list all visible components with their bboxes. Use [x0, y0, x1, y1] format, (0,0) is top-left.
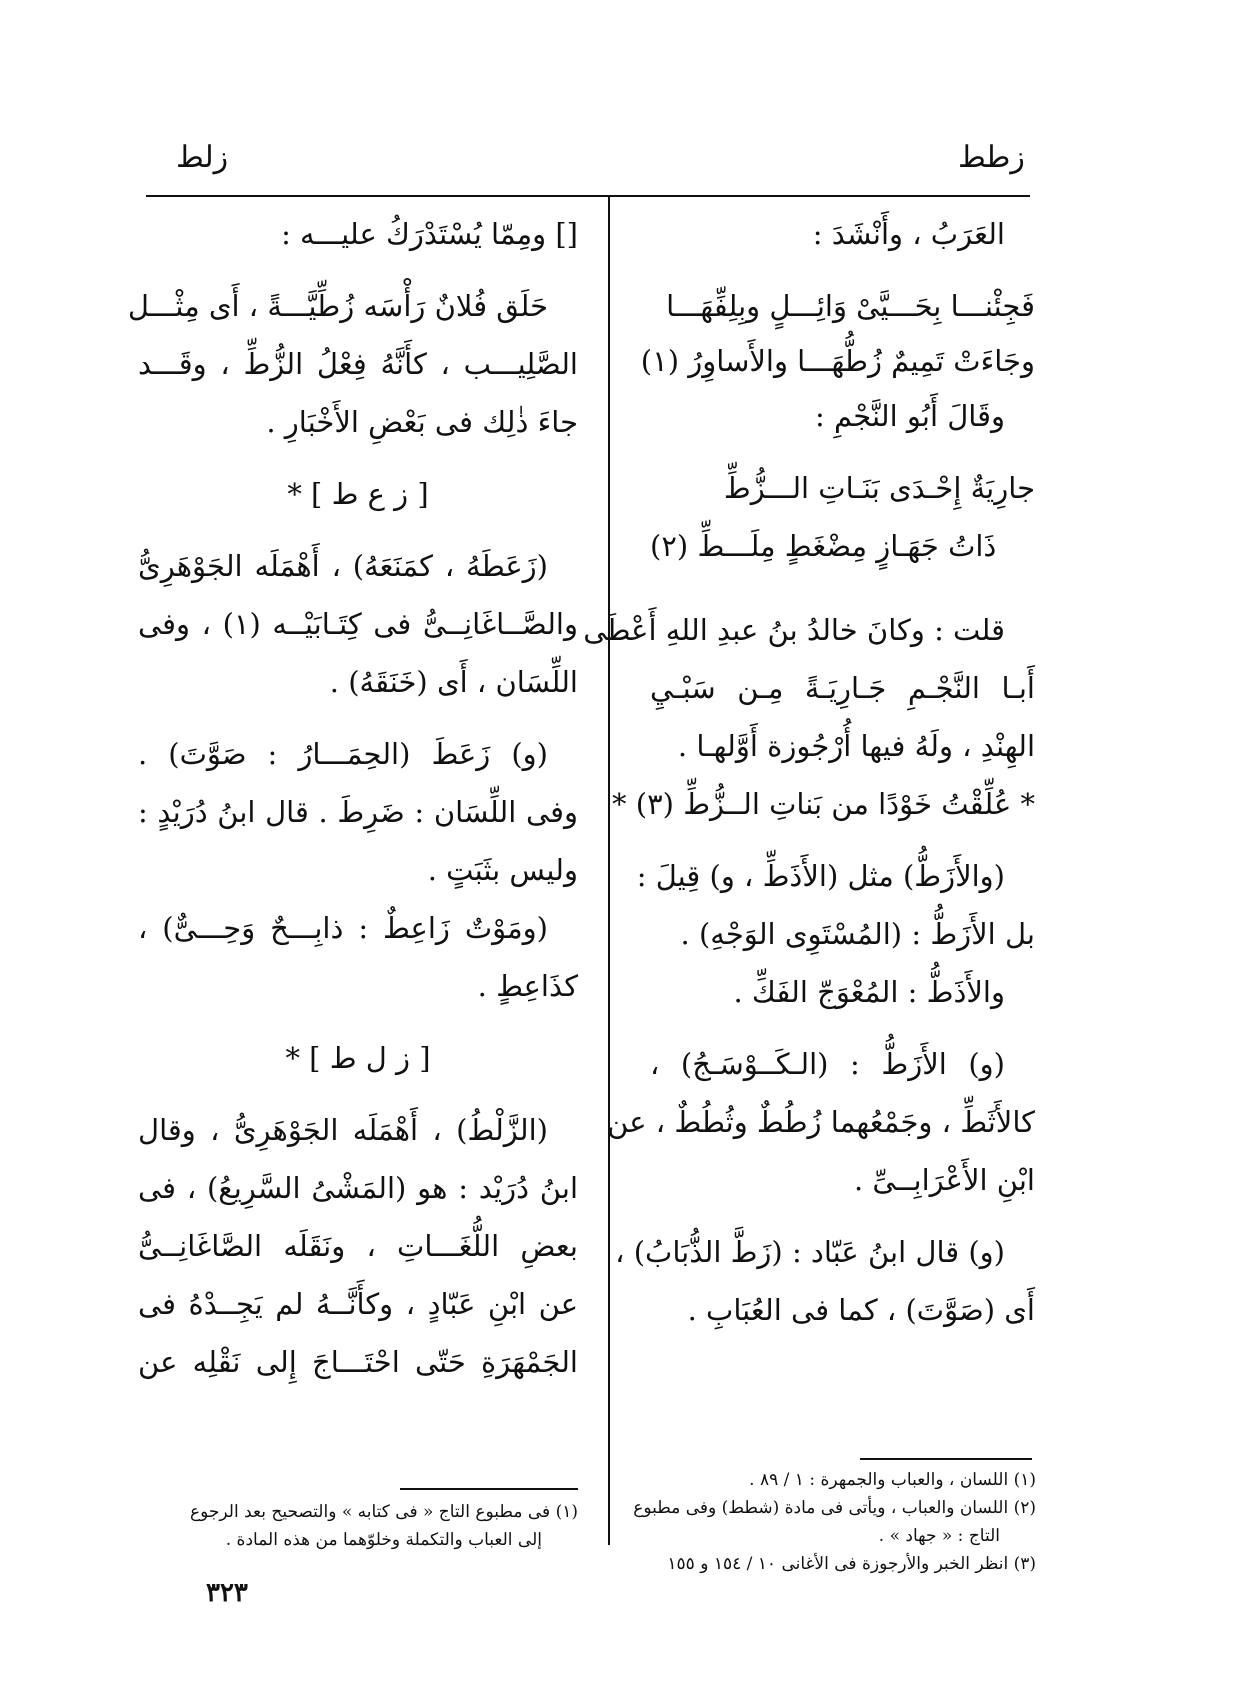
text-line: (زَعَطَهُ ، كمَنَعَهُ) ، أَهْمَلَه الجَوْهَرِىُّ — [138, 549, 548, 583]
footnote-line: (٣) انظر الخبر والأرجوزة فى الأغانى ١٠ / ١٥٤ و ١٥٥ — [667, 1554, 1036, 1574]
text-line: (الزَّلْطُ) ، أَهْمَلَه الجَوْهَرِىُّ ، وقال — [138, 1113, 548, 1147]
text-line: أَى (صَوَّتَ) ، كما فى العُبَابِ . — [687, 1293, 1035, 1327]
page-number: ٣٢٣ — [206, 1578, 248, 1608]
text-line: (و) الأَزَطُّ : (الـكَــوْسَـجُ) ، — [650, 1047, 1005, 1081]
text-line: كذَاعِطٍ . — [477, 969, 578, 1003]
column-divider — [608, 195, 610, 1545]
text-line: الهِنْدِ ، ولَهُ فيها أُرْجُوزة أَوَّلهـا . — [677, 729, 1035, 763]
text-line: (و) زَعَطَ (الحِمَـــارُ : صَوَّتَ) . — [138, 737, 548, 771]
text-line: (ومَوْتٌ زَاعِطٌ : ذابِـــحٌ وَحِـــىٌّ) ، — [138, 911, 548, 945]
text-line: (و) قال ابنُ عَبّاد : (زَطَّ الذُّبَابُ) ، — [615, 1235, 1005, 1269]
verse-line: وجَاءَتْ تَمِيمٌ زُطُّهَـــا والأَساوِرُ (١) — [640, 344, 1035, 378]
text-line: وفى اللِّسَان : ضَرِطَ . قال ابنُ دُرَيْدٍ : — [138, 795, 578, 829]
text-line: كالأَثَطِّ ، وجَمْعُهما زُطُطٌ وثُطُطٌ ، عن — [607, 1105, 1035, 1139]
verse-line: فَجِئْنـــا بِحَـــيَّىْ وَائِـــلٍ وبِلِفِّهَـــا — [666, 289, 1035, 323]
footnotes-right — [633, 1466, 1036, 1578]
text-line: بعضِ اللُّغَـــاتِ ، ونَقَلَه الصَّاغَانِــىُّ — [138, 1229, 578, 1263]
footnote-line: إلى العباب والتكملة وخلوّهما من هذه المادة . — [225, 1530, 542, 1550]
verse-line: ذَاتُ جَهَـازٍ مِضْغَطٍ مِلَـــطِّ (٢) — [650, 529, 997, 563]
text-line: جاءَ ذٰلِك فى بَعْضِ الأَخْبَارِ . — [266, 405, 578, 439]
text-line: الصَّلِيـــب ، كأَنَّهُ فِعْلُ الزُّطِّ ، وقَـــد — [138, 347, 578, 381]
header-rule — [146, 195, 1030, 197]
entry-heading: [ ز ع ط ] * — [287, 477, 429, 511]
text-line: بل الأَزَطُّ : (المُسْتَوِى الوَجْهِ) . — [680, 917, 1035, 951]
text-line: ابنُ دُرَيْد : هو (المَشْىُ السَّرِيعُ) ، فى — [138, 1171, 578, 1205]
text-line: حَلَق فُلانٌ رَأْسَه زُطِّيَّـــةً ، أَى مِثْـــل — [127, 289, 548, 323]
text-line: قلت : وكانَ خالدُ بنُ عبدِ اللهِ أَعْطَى — [583, 613, 1005, 647]
text-line: اللِّسَان ، أَى (خَنَقَهُ) . — [329, 665, 578, 699]
right-column — [583, 205, 1035, 1339]
text-line: وقَالَ أَبُو النَّجْمِ : — [815, 399, 1005, 433]
footnote-line: (١) فى مطبوع التاج « فى كتابه » والتصحيح بعد الرجوع — [189, 1502, 578, 1522]
text-line: وليس بثَبَتٍ . — [427, 853, 578, 887]
verse-line: جارِيَةٌ إِحْـدَى بَنَـاتِ الـــزُّطِّ — [723, 471, 1035, 505]
footnote-rule-right — [860, 1458, 1032, 1460]
left-column — [127, 205, 578, 1391]
header-left-word: زلط — [176, 140, 229, 175]
text-line: (والأَزَطُّ) مثل (الأَذَطِّ ، و) قِيلَ : — [636, 859, 1005, 893]
entry-heading: [ ز ل ط ] * — [285, 1041, 431, 1075]
text-line: والأَذَطُّ : المُعْوَجّ الفَكِّ . — [733, 975, 1005, 1009]
text-line: عن ابْنِ عَبّادٍ ، وكأَنَّــهُ لم يَجِــدْهُ فى — [138, 1287, 578, 1321]
footnote-rule-left — [400, 1488, 578, 1490]
verse-line: * عُلِّقْتُ خَوْدًا من بَناتِ الــزُّطِّ (٣) * — [612, 787, 1035, 821]
text-line: أَبـا النَّجْـمِ جَـارِيَـةً مِـن سَبْـيِ — [650, 671, 1035, 705]
text-line: العَرَبُ ، وأَنْشَدَ : — [812, 217, 1005, 251]
footnote-line: التاج : « جهاد » . — [878, 1526, 1000, 1546]
footnotes-left — [150, 1498, 578, 1554]
footnote-line: (٢) اللسان والعباب ، ويأتى فى مادة (شطط) وفى مطبوع — [633, 1498, 1036, 1518]
text-line: الجَمْهَرَةِ حَتّى احْتَـــاجَ إِلى نَقْلِه عن — [138, 1345, 578, 1379]
text-line: [] ومِمّا يُسْتَدْرَكُ عليـــه : — [281, 217, 578, 251]
text-line: والصَّــاغَانِــىُّ فى كِتَـابَيْــه (١) ، وفى — [138, 607, 578, 641]
header-right-word: زطط — [958, 140, 1025, 175]
footnote-line: (١) اللسان ، والعباب والجمهرة : ١ / ٨٩ . — [749, 1470, 1036, 1490]
text-line: ابْنِ الأَعْرَابِــىِّ . — [853, 1163, 1035, 1197]
